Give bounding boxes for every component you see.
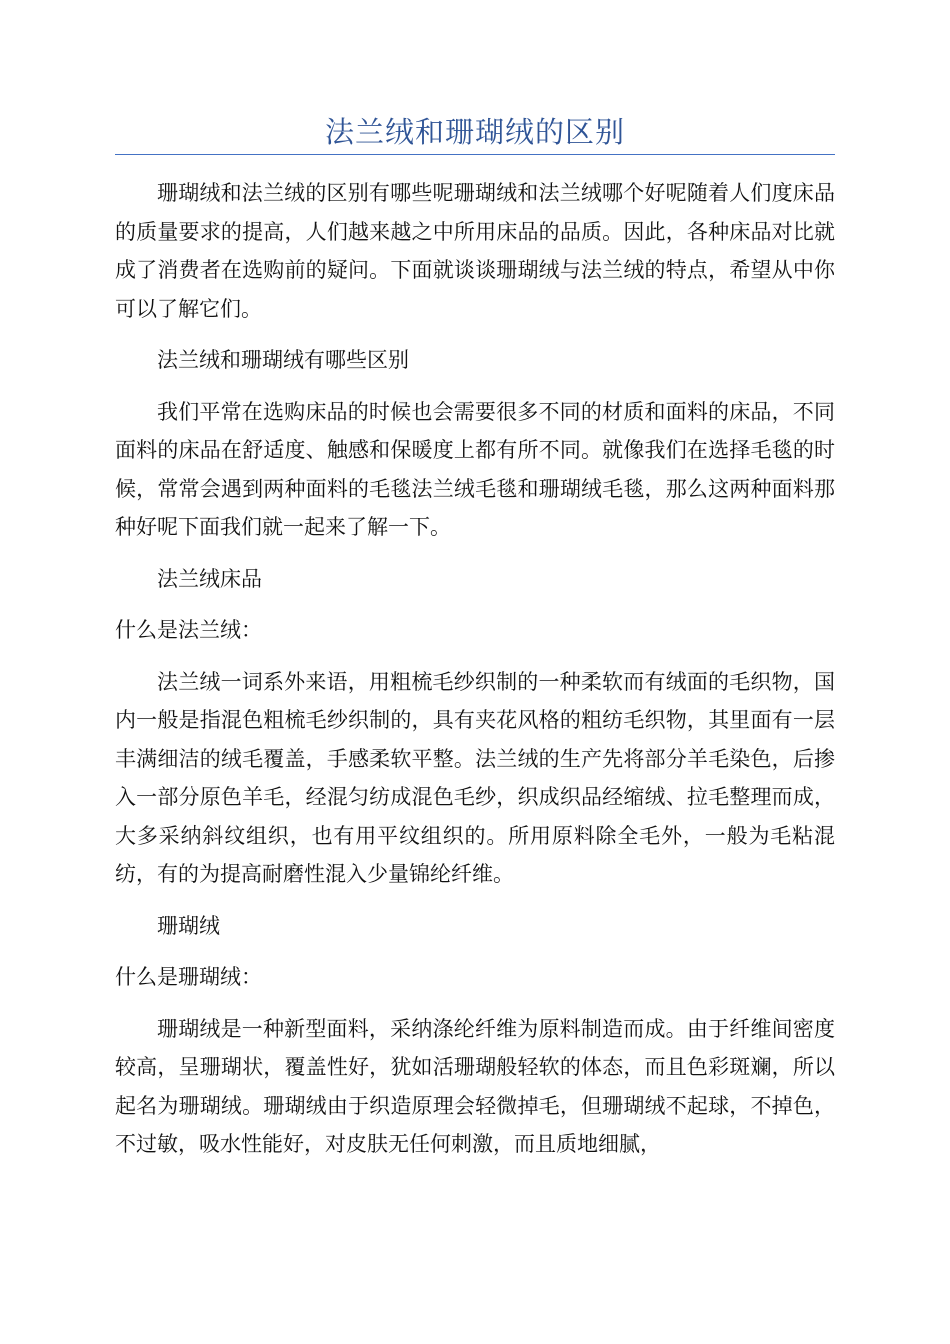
paragraph-coral-fleece-definition: 珊瑚绒是一种新型面料，采纳涤纶纤维为原料制造而成。由于纤维间密度较高，呈珊瑚状，覆盖性好，犹如活珊瑚般轻软的体态，而且色彩斑斓，所以起名为珊瑚绒。珊瑚绒由于织造原理会轻微掉毛，但珊瑚绒不起球，不掉色，不过敏，吸水性能好，对皮肤无任何刺激，而且质地细腻， — [115, 1016, 835, 1156]
title-underline — [115, 154, 835, 155]
document-body — [115, 174, 835, 1177]
question-what-is-flannel: 什么是法兰绒： — [115, 618, 262, 642]
paragraph-choosing-bedding: 我们平常在选购床品的时候也会需要很多不同的材质和面料的床品，不同面料的床品在舒适度、触感和保暖度上都有所不同。就像我们在选择毛毯的时候，常常会遇到两种面料的毛毯法兰绒毛毯和珊瑚绒毛毯，那么这两种面料那种好呢下面我们就一起来了解一下。 — [115, 399, 835, 539]
document-title: 法兰绒和珊瑚绒的区别 — [324, 115, 625, 149]
question-what-is-coral-fleece: 什么是珊瑚绒： — [115, 965, 262, 989]
section-heading-coral-fleece: 珊瑚绒 — [157, 913, 220, 938]
section-heading-differences: 法兰绒和珊瑚绒有哪些区别 — [157, 348, 409, 372]
paragraph-flannel-definition: 法兰绒一词系外来语，用粗梳毛纱织制的一种柔软而有绒面的毛织物，国内一般是指混色粗梳毛纱织制的，具有夹花风格的粗纺毛织物，其里面有一层丰满细洁的绒毛覆盖，手感柔软平整。法兰绒的生产先将部分羊毛染色，后掺入一部分原色羊毛，经混匀纺成混色毛纱，织成织品经缩绒、拉毛整理而成，大多采纳斜纹组织，也有用平纹组织的。所用原料除全毛外，一般为毛粘混纺，有的为提高耐磨性混入少量锦纶纤维。 — [115, 669, 835, 886]
paragraph-intro: 珊瑚绒和法兰绒的区别有哪些呢珊瑚绒和法兰绒哪个好呢随着人们度床品的质量要求的提高，人们越来越之中所用床品的品质。因此，各种床品对比就成了消费者在选购前的疑问。下面就谈谈珊瑚绒与法兰绒的特点，希望从中你可以了解它们。 — [115, 181, 835, 321]
section-heading-flannel-bedding: 法兰绒床品 — [157, 566, 262, 591]
